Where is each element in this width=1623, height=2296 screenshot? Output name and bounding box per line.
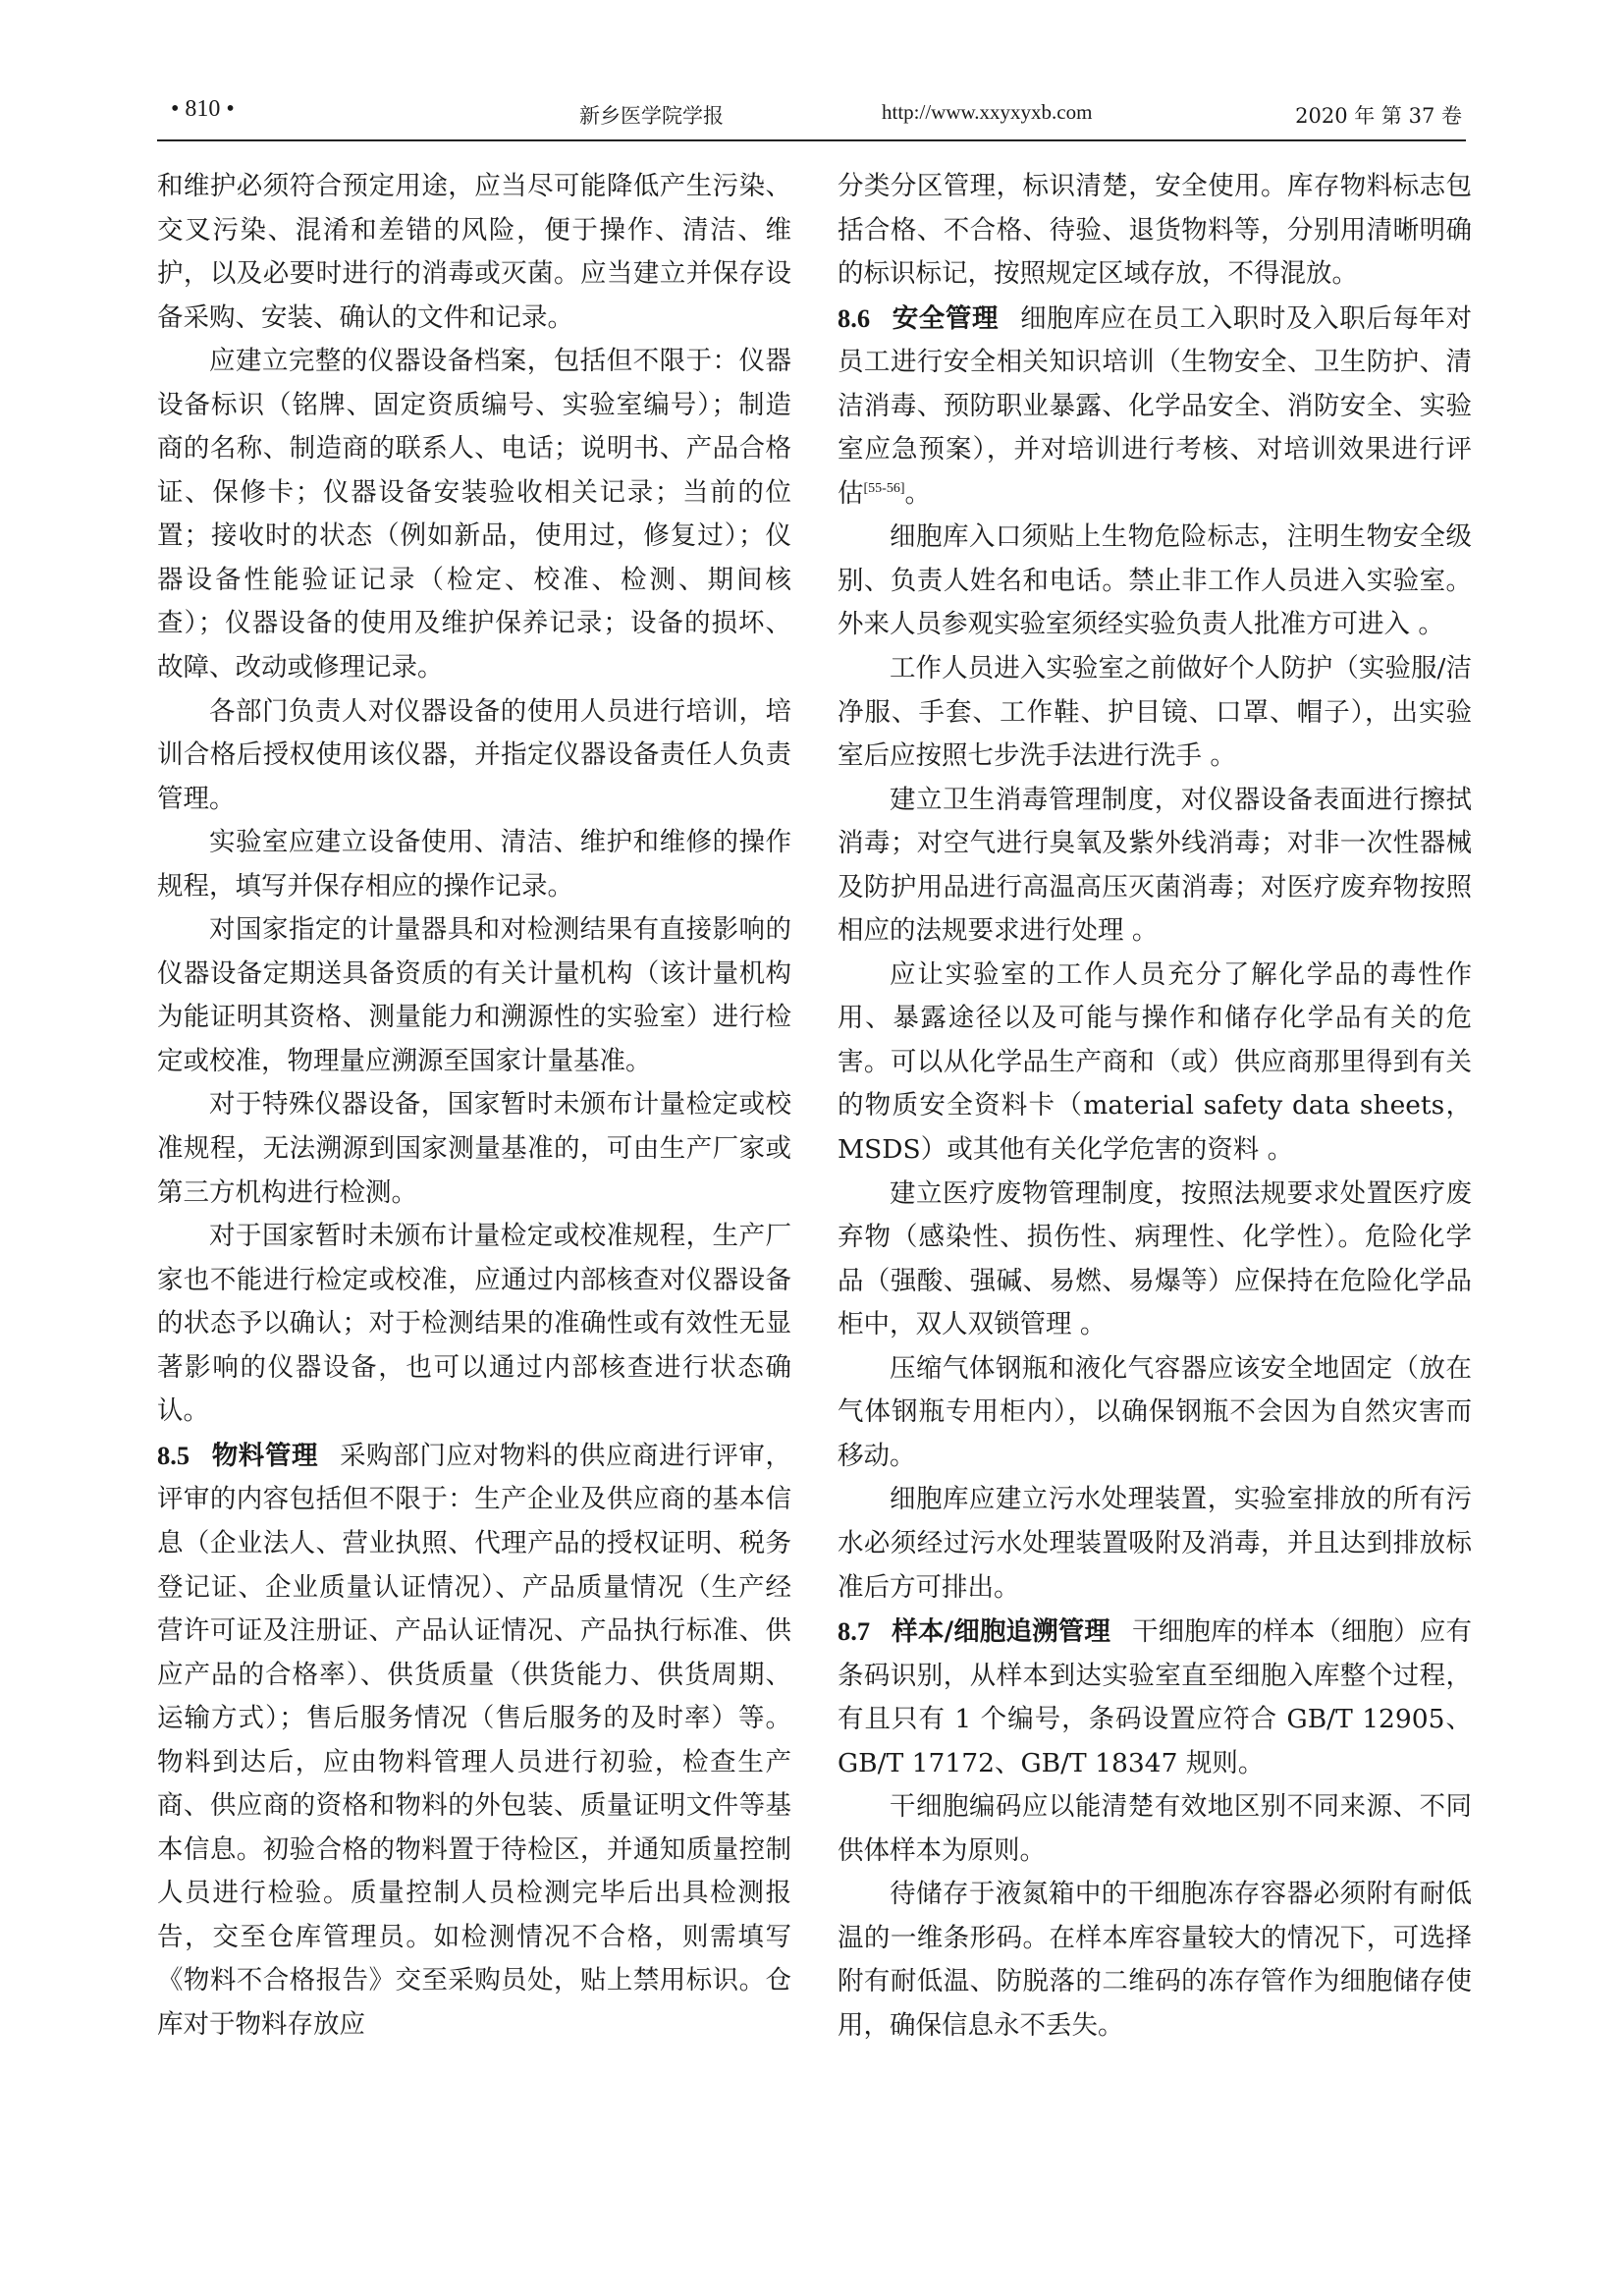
section-title: 样本/细胞追溯管理 xyxy=(892,1616,1111,1648)
paragraph: 建立医疗废物管理制度，按照法规要求处置医疗废弃物（感染性、损伤性、病理性、化学性）。危险化学品（强酸、强碱、易燃、易爆等）应保持在危险化学品柜中，双人双锁管理 。 xyxy=(838,1177,1472,1340)
volume-info: 2020 年 第 37 卷 xyxy=(1295,104,1462,128)
section-title: 安全管理 xyxy=(892,302,1000,334)
section-number: 8.7 xyxy=(838,1616,871,1647)
section-number: 8.5 xyxy=(157,1440,190,1470)
paragraph: 干细胞编码应以能清楚有效地区别不同来源、不同供体样本为原则。 xyxy=(838,1791,1472,1866)
right-column xyxy=(838,165,1472,2049)
section-text: 干细胞库的样本（细胞）应有条码识别，从样本到达实验室直至细胞入库整个过程，有且只有 1 个编号，条码设置应符合 GB/T 12905、GB/T 17172、GB/T 18347 规则。 xyxy=(838,1616,1472,1778)
section-8-7 xyxy=(838,1610,1472,1785)
paragraph: 待储存于液氮箱中的干细胞冻存容器必须附有耐低温的一维条形码。在样本库容量较大的情况下，可选择附有耐低温、防脱落的二维码的冻存管作为细胞储存使用，确保信息永不丢失。 xyxy=(838,1879,1472,2041)
section-number: 8.6 xyxy=(838,302,871,333)
paragraph: 对于特殊仪器设备，国家暂时未颁布计量检定或校准规程，无法溯源到国家测量基准的，可由生产厂家或第三方机构进行检测。 xyxy=(157,1089,791,1208)
paragraph: 压缩气体钢瓶和液化气容器应该安全地固定（放在气体钢瓶专用柜内），以确保钢瓶不会因为自然灾害而移动。 xyxy=(838,1352,1472,1471)
running-header xyxy=(157,96,1466,141)
paragraph: 和维护必须符合预定用途，应当尽可能降低产生污染、交叉污染、混淆和差错的风险，便于操作、清洁、维护，以及必要时进行的消毒或灭菌。应当建立并保存设备采购、安装、确认的文件和记录。 xyxy=(157,171,791,333)
section-title: 物料管理 xyxy=(211,1440,319,1471)
page-number: • 810 • xyxy=(171,96,235,122)
paragraph: 工作人员进入实验室之前做好个人防护（实验服/洁净服、手套、工作鞋、护目镜、口罩、帽子），出实验室后应按照七步洗手法进行洗手 。 xyxy=(838,653,1472,772)
paragraph: 细胞库入口须贴上生物危险标志，注明生物安全级别、负责人姓名和电话。禁止非工作人员进入实验室。外来人员参观实验室须经实验负责人批准方可进入 。 xyxy=(838,521,1472,640)
paragraph: 分类分区管理，标识清楚，安全使用。库存物料标志包括合格、不合格、待验、退货物料等，分别用清晰明确的标识标记，按照规定区域存放，不得混放。 xyxy=(838,171,1472,290)
journal-name: 新乡医学院学报 xyxy=(579,104,724,128)
journal-url[interactable]: http://www.xxyxyxb.com xyxy=(882,100,1093,124)
section-8-6 xyxy=(838,297,1472,517)
citation[interactable]: [55-56] xyxy=(863,480,905,496)
paragraph: 细胞库应建立污水处理装置，实验室排放的所有污水必须经过污水处理装置吸附及消毒，并且达到排放标准后方可排出。 xyxy=(838,1484,1472,1603)
paragraph: 应让实验室的工作人员充分了解化学品的毒性作用、暴露途径以及可能与操作和储存化学品有关的危害。可以从化学品生产商和（或）供应商那里得到有关的物质安全资料卡（material safety data sheets，MSDS）或其他有关化学危害的资料 。 xyxy=(838,958,1472,1166)
paragraph: 对国家指定的计量器具和对检测结果有直接影响的仪器设备定期送具备资质的有关计量机构（该计量机构为能证明其资格、测量能力和溯源性的实验室）进行检定或校准，物理量应溯源至国家计量基准。 xyxy=(157,914,791,1076)
paragraph: 实验室应建立设备使用、清洁、维护和维修的操作规程，填写并保存相应的操作记录。 xyxy=(157,827,791,902)
section-text: 细胞库应在员工入职时及入职后每年对员工进行安全相关知识培训（生物安全、卫生防护、清洁消毒、预防职业暴露、化学品安全、消防安全、实验室应急预案），并对培训进行考核、对培训效果进行评估 xyxy=(838,302,1473,509)
section-text: 采购部门应对物料的供应商进行评审，评审的内容包括但不限于：生产企业及供应商的基本信息（企业法人、营业执照、代理产品的授权证明、税务登记证、企业质量认证情况）、产品质量情况（生产经营许可证及注册证、产品认证情况、产品执行标准、供应产品的合格率）、供货质量（供货能力、供货周期、运输方式）；售后服务情况（售后服务的及时率）等。物料到达后，应由物料管理人员进行初验，检查生产商、供应商的资格和物料的外包装、质量证明文件等基本信息。初验合格的物料置于待检区，并通知质量控制人员进行检验。质量控制人员检测完毕后出具检测报告，交至仓库管理员。如检测情况不合格，则需填写《物料不合格报告》交至采购员处，贴上禁用标识。仓库对于物料存放应 xyxy=(157,1440,792,2040)
paragraph: 应建立完整的仪器设备档案，包括但不限于：仪器设备标识（铭牌、固定资质编号、实验室编号）；制造商的名称、制造商的联系人、电话；说明书、产品合格证、保修卡；仪器设备安装验收相关记录；当前的位置；接收时的状态（例如新品，使用过，修复过）；仪器设备性能验证记录（检定、校准、检测、期间核查）；仪器设备的使用及维护保养记录；设备的损坏、故障、改动或修理记录。 xyxy=(157,346,791,683)
paragraph: 各部门负责人对仪器设备的使用人员进行培训，培训合格后授权使用该仪器，并指定仪器设备责任人负责管理。 xyxy=(157,695,791,814)
paragraph: 对于国家暂时未颁布计量检定或校准规程，生产厂家也不能进行检定或校准，应通过内部核查对仪器设备的状态予以确认；对于检测结果的准确性或有效性无显著影响的仪器设备，也可以通过内部核查进行状态确认。 xyxy=(157,1221,791,1427)
section-text-end: 。 xyxy=(904,477,931,509)
paragraph: 建立卫生消毒管理制度，对仪器设备表面进行擦拭消毒；对空气进行臭氧及紫外线消毒；对非一次性器械及防护用品进行高温高压灭菌消毒；对医疗废弃物按照相应的法规要求进行处理 。 xyxy=(838,784,1472,947)
left-column xyxy=(157,165,791,2048)
section-8-5 xyxy=(157,1434,791,2048)
